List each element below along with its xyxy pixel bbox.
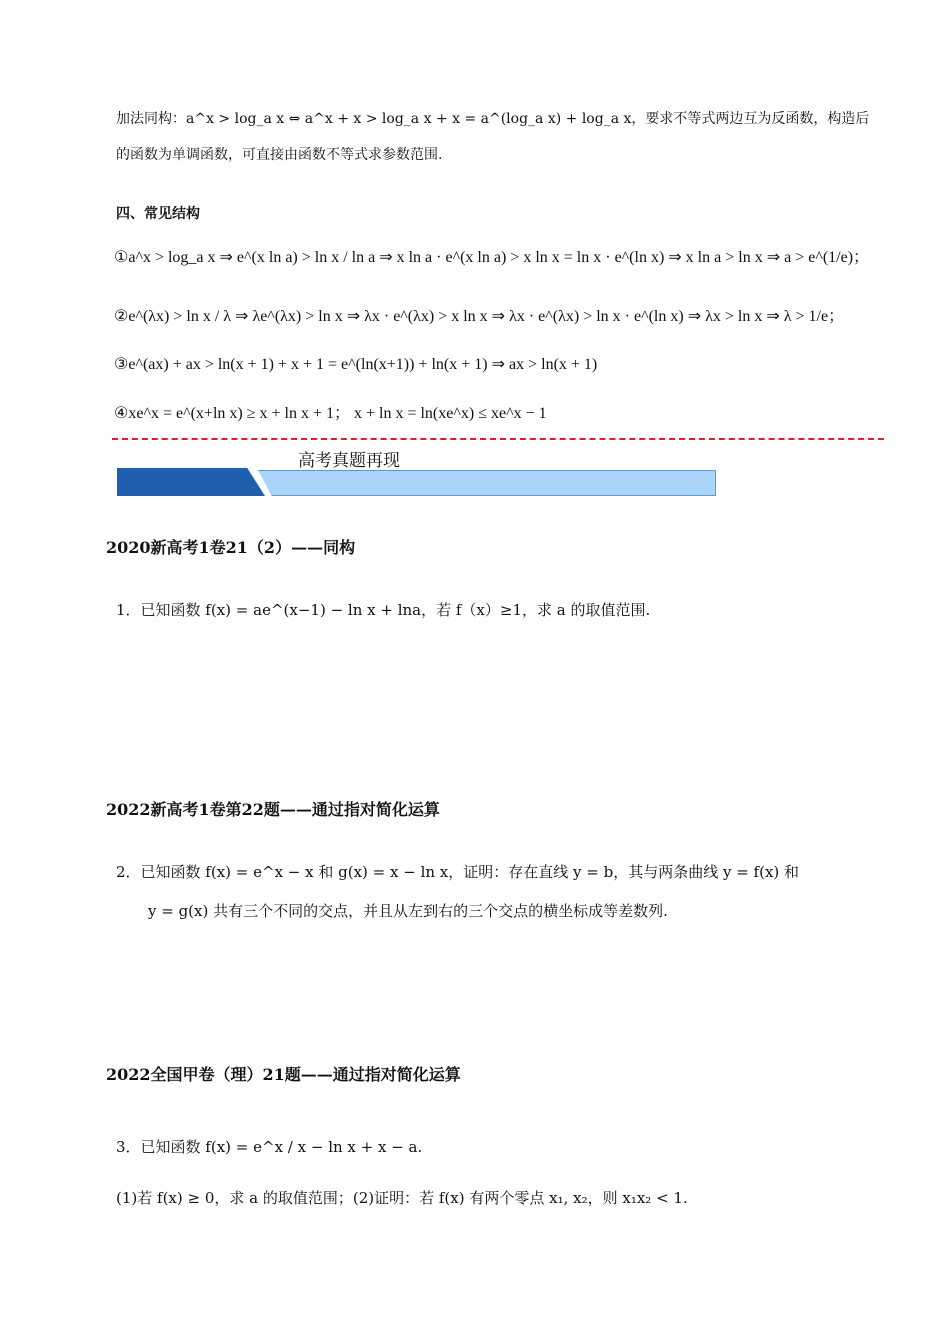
banner-light-bar	[258, 470, 716, 496]
banner-dark-tab	[117, 468, 265, 496]
intro-line-2: 的函数为单调函数，可直接由函数不等式求参数范围.	[116, 147, 443, 163]
problem-3-heading: 2022全国甲卷（理）21题——通过指对简化运算	[106, 1065, 461, 1084]
problem-2-line-2: y = g(x) 共有三个不同的交点，并且从左到右的三个交点的横坐标成等差数列.	[148, 902, 668, 920]
banner-title: 高考真题再现	[298, 451, 400, 471]
section-title: 四、常见结构	[116, 206, 200, 222]
problem-2-line-1: 2．已知函数 f(x) = e^x − x 和 g(x) = x − ln x，证明：存在直线 y = b，其与两条曲线 y = f(x) 和	[116, 863, 800, 881]
structure-item-3: ③e^(ax) + ax > ln(x + 1) + x + 1 = e^(ln(x+1)) + ln(x + 1) ⇒ ax > ln(x + 1)	[114, 356, 598, 373]
problem-1-heading: 2020新高考1卷21（2）——同构	[106, 538, 356, 557]
section-divider	[112, 438, 884, 440]
problem-1-line-1: 1．已知函数 f(x) = ae^(x−1) − ln x + lna，若 f（x）≥1，求 a 的取值范围.	[116, 601, 651, 619]
intro-line-1: 加法同构：a^x > log_a x ⇔ a^x + x > log_a x + x = a^(log_a x) + log_a x，要求不等式两边互为反函数，构造后	[116, 111, 870, 127]
problem-3-line-2: (1)若 f(x) ≥ 0，求 a 的取值范围；(2)证明：若 f(x) 有两个零点 x₁, x₂，则 x₁x₂ < 1.	[116, 1189, 688, 1207]
structure-item-2: ②e^(λx) > ln x / λ ⇒ λe^(λx) > ln x ⇒ λx · e^(λx) > x ln x ⇒ λx · e^(λx) > ln x · e^(ln x) ⇒ λx > ln x ⇒ λ > 1/e；	[114, 308, 845, 325]
structure-item-1: ①a^x > log_a x ⇒ e^(x ln a) > ln x / ln a ⇒ x ln a · e^(x ln a) > x ln x = ln x · e^(ln x) ⇒ x ln a > ln x ⇒ a > e^(1/e)；	[114, 249, 870, 266]
problem-2-heading: 2022新高考1卷第22题——通过指对简化运算	[106, 800, 440, 819]
problem-3-line-1: 3．已知函数 f(x) = e^x / x − ln x + x − a.	[116, 1138, 423, 1156]
structure-item-4: ④xe^x = e^(x+ln x) ≥ x + ln x + 1； x + ln x = ln(xe^x) ≤ xe^x − 1	[114, 405, 547, 422]
